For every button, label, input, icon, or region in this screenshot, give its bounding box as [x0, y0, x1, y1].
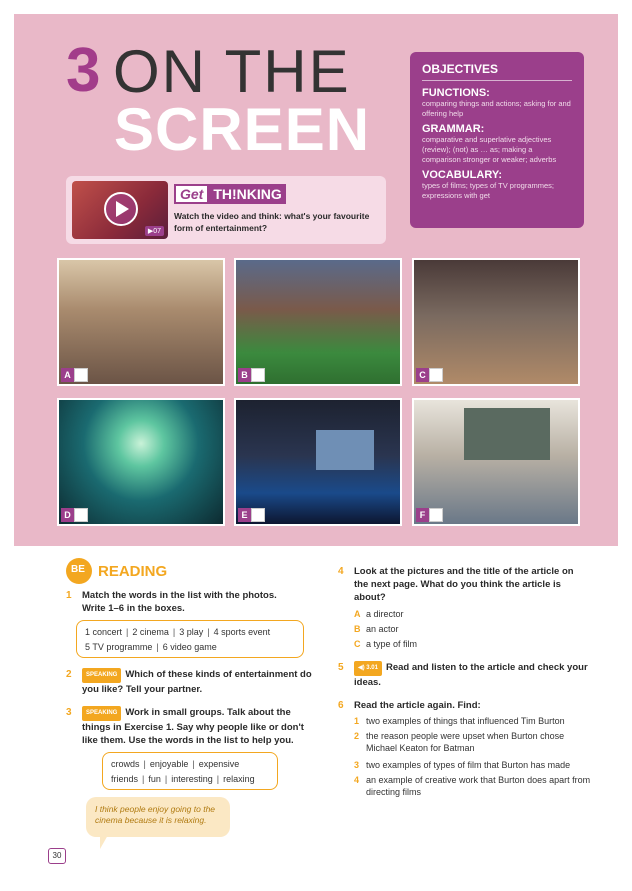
- answer-box[interactable]: [74, 508, 88, 522]
- exercise-4-text: Look at the pictures and the title of the article on the next page. What do you think the article is about?: [354, 566, 574, 603]
- photo-d: [57, 398, 225, 526]
- get-thinking-logo: [174, 184, 286, 204]
- get-thinking-panel: [66, 176, 386, 244]
- video-thumbnail[interactable]: [72, 181, 168, 239]
- option-text: an actor: [366, 624, 399, 634]
- exercise-3-text: SPEAKING Work in small groups. Talk about the things in Exercise 1. Say why people like or don't like them. Use the words in the list to help you.: [82, 707, 304, 746]
- item-number: 3: [354, 760, 360, 770]
- photo-letter: A: [61, 368, 74, 382]
- exercise-4-number: 4: [338, 566, 344, 577]
- unit-title-line1: ON THE: [113, 38, 351, 105]
- option-text: a director: [366, 609, 404, 619]
- reading-icon: BE: [66, 558, 92, 584]
- exercise-3-number: 3: [66, 707, 72, 718]
- exercise-3-word-list: crowds | enjoyable | expensive friends | fun | interesting | relaxing: [102, 752, 278, 790]
- vocabulary-heading: VOCABULARY:: [422, 169, 503, 181]
- get-word: Get: [174, 184, 209, 204]
- item-text: two examples of things that influenced Tim Burton: [366, 716, 565, 726]
- exercise-2-text: SPEAKING Which of these kinds of entertainment do you like? Tell your partner.: [82, 669, 312, 695]
- cinema-screen: [316, 430, 374, 470]
- answer-box[interactable]: [251, 368, 265, 382]
- speech-bubble-tail: [100, 835, 108, 849]
- photo-c: [412, 258, 580, 386]
- item-number: 4: [354, 775, 360, 785]
- unit-title-line2: SCREEN: [114, 96, 371, 163]
- photo-letter: E: [238, 508, 251, 522]
- play-icon: [116, 201, 129, 217]
- functions-heading: FUNCTIONS:: [422, 87, 490, 99]
- exercise-5-number: 5: [338, 662, 344, 673]
- option-letter: C: [354, 639, 361, 649]
- option-letter: B: [354, 624, 361, 634]
- vocabulary-text: types of films; types of TV programmes; expressions with get: [422, 181, 554, 200]
- answer-box[interactable]: [74, 368, 88, 382]
- photo-f: [412, 398, 580, 526]
- item-number: 1: [354, 716, 360, 726]
- exercise-1-number: 1: [66, 590, 72, 601]
- answer-box[interactable]: [429, 368, 443, 382]
- speech-bubble: I think people enjoy going to the cinema because it is relaxing.: [86, 797, 230, 837]
- grammar-heading: GRAMMAR:: [422, 123, 485, 135]
- option-text: a type of film: [366, 639, 418, 649]
- exercise-6-number: 6: [338, 700, 344, 711]
- reading-title: READING: [98, 563, 168, 580]
- objectives-title: OBJECTIVES: [422, 62, 572, 81]
- item-text: an example of creative work that Burton does apart from directing films: [366, 775, 591, 797]
- grammar-text: comparative and superlative adjectives (review); (not) as … as; making a comparison stronger or weaker; adverbs: [422, 135, 557, 164]
- video-number-badge: ▶07: [145, 226, 164, 236]
- functions-text: comparing things and actions; asking for and offering help: [422, 99, 571, 118]
- photo-letter: D: [61, 508, 74, 522]
- photo-a: [57, 258, 225, 386]
- item-text: two examples of types of film that Burton has made: [366, 760, 571, 770]
- objectives-box: [410, 52, 584, 228]
- thinking-word: TH!NKING: [209, 184, 285, 204]
- option-letter: A: [354, 609, 361, 619]
- item-number: 2: [354, 731, 360, 741]
- exercise-6-text: Read the article again. Find:: [354, 700, 481, 711]
- exercise-5-text: ◀) 3.01 Read and listen to the article and check your ideas.: [354, 662, 588, 688]
- answer-box[interactable]: [429, 508, 443, 522]
- item-text: the reason people were upset when Burton chose Michael Keaton for Batman: [366, 731, 565, 753]
- audio-track-badge[interactable]: ◀) 3.01: [354, 661, 382, 676]
- page-number: 30: [48, 848, 66, 864]
- photo-letter: B: [238, 368, 251, 382]
- get-thinking-text: Watch the video and think: what's your favourite form of entertainment?: [174, 211, 370, 233]
- exercise-2-number: 2: [66, 669, 72, 680]
- unit-number: 3: [66, 36, 101, 105]
- tv-screen: [464, 408, 550, 460]
- photo-e: [234, 398, 402, 526]
- photo-letter: F: [416, 508, 429, 522]
- photo-letter: C: [416, 368, 429, 382]
- answer-box[interactable]: [251, 508, 265, 522]
- exercise-1-text: Match the words in the list with the photos. Write 1–6 in the boxes.: [82, 590, 277, 614]
- exercise-1-word-list: 1 concert | 2 cinema | 3 play | 4 sports event 5 TV programme | 6 video game: [76, 620, 304, 658]
- photo-b: [234, 258, 402, 386]
